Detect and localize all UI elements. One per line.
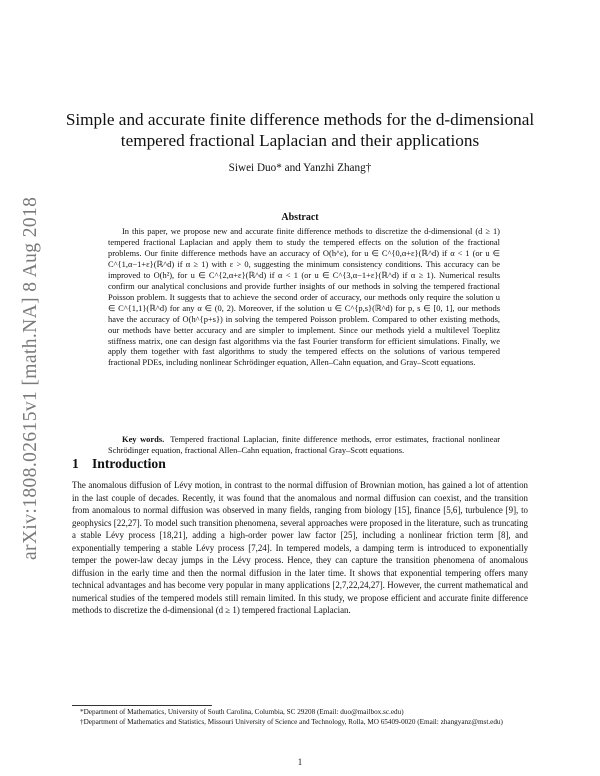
footnotes [72, 708, 530, 727]
abstract-body [108, 226, 500, 368]
introduction-paragraph: The anomalous diffusion of Lévy motion, in contrast to the normal diffusion of Brownian motion, has gained a lot of attention in the last couple of decades. Recently, it was found that the anomalous and normal diffusion can coexist, and the transition from anomalous to normal diffusion was observed in many fields, ranging from biology [15], finance [5,6], turbulence [9], to geophysics [22,27]. To model such transition phenomena, several approaches were proposed in the literature, such as truncating a stable Lévy process [18,21], adding a high-order power law factor [25], including a nonlinear friction term [8], and exponentially tempering a stable Lévy process [7,24]. In tempered models, a damping term is introduced to exponentially temper the power-law decay jumps in the Lévy process. Hence, they can capture the transition phenomena of anomalous diffusion in the early time and then the normal diffusion in the later time. It shows that exponential tempering offers many technical advantages and has become very popular in many applications [2,7,22,24,27]. However, the current mathematical and numerical studies of the tempered models still remain limited. In this study, we propose efficient and accurate finite difference methods to discretize the d-dimensional (d ≥ 1) tempered fractional Laplacian. [72, 480, 528, 615]
section-number: 1 [72, 456, 79, 471]
footnote-author-2: †Department of Mathematics and Statistics, Missouri University of Science and Technology, Rolla, MO 65409-0020 (Email: zhangyanz@mst.edu) [80, 717, 503, 726]
arxiv-identifier: arXiv:1808.02615v1 [math.NA] 8 Aug 2018 [20, 196, 41, 560]
section-heading-introduction [72, 456, 372, 472]
footnote-divider [72, 705, 212, 706]
page-number: 1 [297, 757, 303, 767]
section-title: Introduction [92, 456, 166, 471]
introduction-body [72, 479, 528, 617]
footnote-author-1: *Department of Mathematics, University of South Carolina, Columbia, SC 29208 (Email: duo@mailbox.sc.edu) [80, 708, 404, 716]
keywords-block [108, 434, 500, 456]
abstract-paragraph: In this paper, we propose new and accurate finite difference methods to discretize the d-dimensional (d ≥ 1) tempered fractional Laplacian and apply them to study the tempered effects on the solution of the fractional problems. Our finite difference methods have an accuracy of O(h^ε), for u ∈ C^{0,α+ε}(ℝ^d) if α < 1 (or u ∈ C^{1,α−1+ε}(ℝ^d) if α ≥ 1) with ε > 0, suggesting the minimum consistency conditions. This accuracy can be improved to O(h²), for u ∈ C^{2,α+ε}(ℝ^d) if α < 1 (or u ∈ C^{3,α−1+ε}(ℝ^d) if α ≥ 1). Numerical results confirm our analytical conclusions and provide further insights of our methods in solving the tempered fractional Poisson problem. It suggests that to achieve the second order of accuracy, our methods only require the solution u ∈ C^{1,1}(ℝ^d) for any α ∈ (0, 2). Moreover, if the solution u ∈ C^{p,s}(ℝ^d) for p, s ∈ [0, 1], our methods have the accuracy of O(h^{p+s}) in solving the tempered Poisson problem. Compared to other existing methods, our methods have better accuracy and are simpler to implement. Since our methods yield a multilevel Toeplitz stiffness matrix, one can design fast algorithms via the fast Fourier transform for efficient simulations. Finally, we apply them together with fast algorithms to study the tempered effects on the solutions of various tempered fractional PDEs, including nonlinear Schrödinger equation, Allen–Cahn equation, and Gray–Scott equations. [108, 226, 500, 368]
author-line: Siwei Duo* and Yanzhi Zhang† [228, 162, 372, 174]
keywords-label: Key words. [122, 434, 165, 444]
paper-title: Simple and accurate finite difference methods for the d-dimensional tempered fractional Laplacian and their applications [65, 110, 535, 150]
abstract-heading: Abstract [281, 212, 319, 223]
keywords-text: Tempered fractional Laplacian, finite difference methods, error estimates, fractional nonlinear Schrödinger equation, fractional Allen–Cahn equation, fractional Gray–Scott equations. [108, 434, 501, 455]
